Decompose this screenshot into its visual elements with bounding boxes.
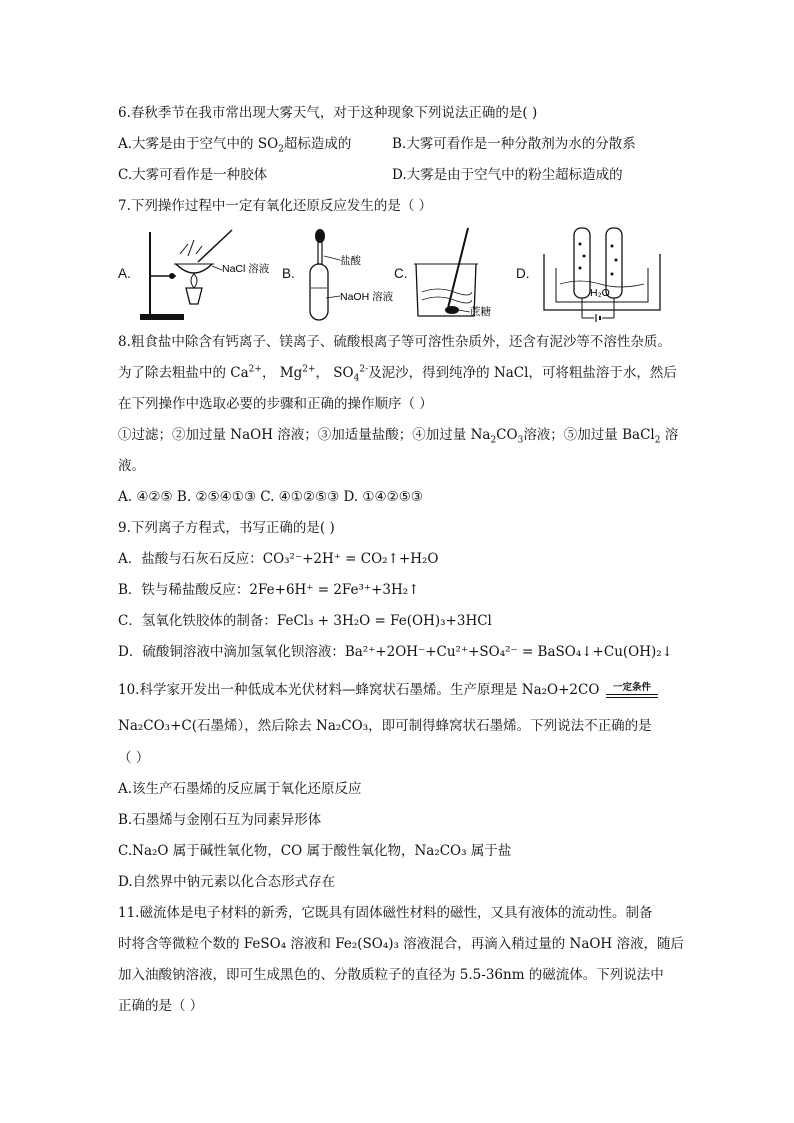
beaker-stirring-icon (408, 224, 518, 324)
fig-b-label-top: 盐酸 (340, 255, 361, 267)
q9-option-a: A．盐酸与石灰石反应：CO₃²⁻+2H⁺ = CO₂↑+H₂O (118, 551, 439, 567)
q7-label-d: D. (516, 266, 530, 281)
q10-line3: （ ） (118, 750, 150, 766)
reaction-condition: 一定条件 (612, 682, 651, 693)
q9-option-b: B．铁与稀盐酸反应：2Fe+6H⁺ = 2Fe³⁺+3H₂↑ (118, 582, 420, 598)
q6-option-a: A.大雾是由于空气中的 $SO_2$超标造成的 (118, 136, 352, 155)
reaction-condition-arrow (606, 679, 658, 698)
q6-option-c: C.大雾可看作是一种胶体 (118, 167, 268, 183)
q11-line2: 时将含等微粒个数的 FeSO₄ 溶液和 Fe₂(SO₄)₃ 溶液混合，再滴入稍过量的 NaOH 溶液，随后 (118, 936, 684, 952)
q9-option-d: D．硫酸铜溶液中滴加氢氧化钡溶液：Ba²⁺+2OH⁻+Cu²⁺+SO₄²⁻ = BaSO₄↓+Cu(OH)₂↓ (118, 644, 673, 660)
q7-label-b: B. (282, 266, 295, 281)
fig-b-label-bottom: NaOH 溶液 (340, 291, 394, 303)
q10-line2: Na₂CO₃+C(石墨烯），然后除去 Na₂CO₃，即可制得蜂窝状石墨烯。下列说法不正确的是 (118, 718, 652, 734)
q10-option-b: B.石墨烯与金刚石互为同素异形体 (118, 812, 322, 828)
q7-label-a: A. (118, 266, 131, 281)
q10-option-a: A.该生产石墨烯的反应属于氧化还原反应 (118, 781, 362, 797)
q8-line4: ①过滤；②加过量 NaOH 溶液；③加适量盐酸；④加过量 $Na_2CO_3$溶液；⑤加过量 BaCl$_2$ 溶 (118, 427, 679, 446)
q6-option-d: D.大雾是由于空气中的粉尘超标造成的 (392, 167, 623, 183)
double-line (606, 694, 658, 698)
q11-line1: 11.磁流体是电子材料的新秀，它既具有固体磁性材料的磁性，又具有液体的流动性。制备 (118, 905, 653, 921)
q8-line1: 8.粗食盐中除含有钙离子、镁离子、硫酸根离子等可溶性杂质外，还含有泥沙等不溶性杂质。 (118, 334, 671, 350)
electrolysis-apparatus-icon (540, 224, 680, 324)
q6-stem: 6.春秋季节在我市常出现大雾天气，对于这种现象下列说法正确的是( ) (118, 105, 538, 121)
fig-d-label: H₂O (590, 287, 610, 299)
q7-figures (118, 224, 678, 324)
q8-options: A. ④②⑤ B. ②⑤④①③ C. ④①②⑤③ D. ①④②⑤③ (118, 489, 423, 505)
q8-line5: 液。 (118, 458, 145, 474)
q6-option-b: B.大雾可看作是一种分散剂为水的分散系 (392, 136, 636, 152)
fig-a-label: NaCl 溶液 (222, 263, 270, 275)
q10-option-d: D.自然界中钠元素以化合态形式存在 (118, 874, 336, 890)
q7-label-c: C. (394, 266, 408, 281)
q10-option-c: C.Na₂O 属于碱性氧化物，CO 属于酸性氧化物，Na₂CO₃ 属于盐 (118, 843, 512, 859)
test-tube-dropper-icon (298, 224, 408, 324)
q8-line3: 在下列操作中选取必要的步骤和正确的操作顺序（ ） (118, 396, 433, 412)
q9-option-c: C．氢氧化铁胶体的制备：FeCl₃ + 3H₂O = Fe(OH)₃+3HCl (118, 613, 492, 629)
q9-stem: 9.下列离子方程式，书写正确的是( ) (118, 520, 335, 536)
q10-line1: 10.科学家开发出一种低成本光伏材料—蜂窝状石墨烯。生产原理是 Na₂O+2CO (118, 682, 600, 698)
q11-line4: 正确的是（ ） (118, 998, 204, 1014)
q8-line2: 为了除去粗盐中的 $Ca^{2+}$， $Mg^{2+}$， $SO_4^{2-}$及泥沙，得到纯净的 NaCl，可将粗盐溶于水，然后 (118, 364, 677, 384)
evaporation-apparatus-icon (136, 224, 286, 324)
q11-line3: 加入油酸钠溶液，即可生成黑色的、分散质粒子的直径为 5.5-36nm 的磁流体。下列说法中 (118, 967, 664, 983)
fig-c-label: 蔗糖 (470, 306, 491, 318)
q7-stem: 7.下列操作过程中一定有氧化还原反应发生的是（ ） (118, 198, 433, 214)
